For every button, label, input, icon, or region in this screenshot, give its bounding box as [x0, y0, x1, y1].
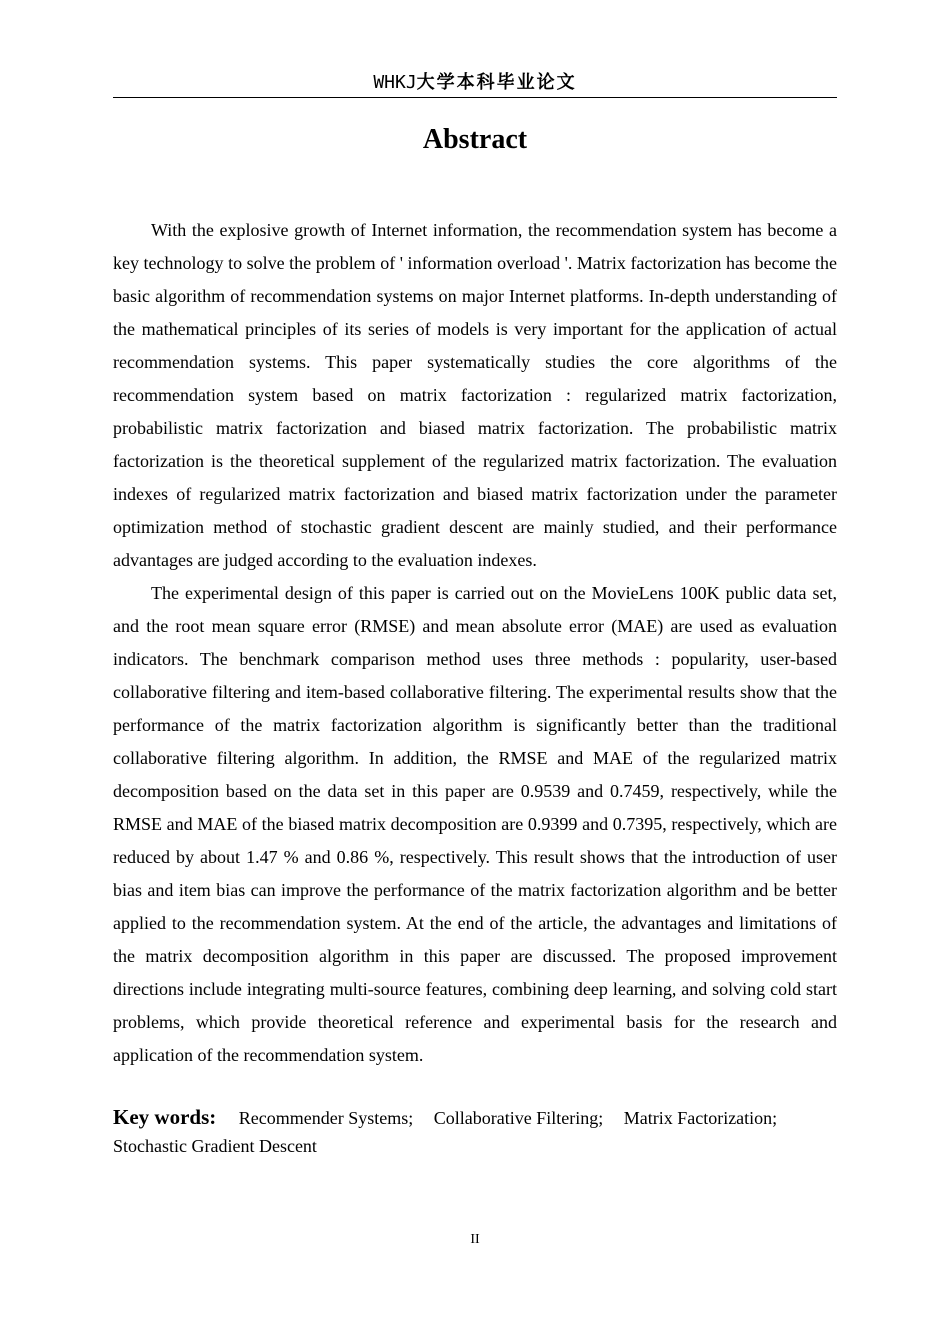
abstract-body — [113, 214, 837, 1072]
abstract-paragraph-1: With the explosive growth of Internet information, the recommendation system has become a key technology to solve the problem of ' information overload '. Matrix factorization has become the basic algorithm of recommendation systems on major Internet platforms. In-depth understanding of the mathematical principles of its series of models is very important for the application of actual recommendation systems. This paper systematically studies the core algorithms of the recommendation system based on matrix factorization : regularized matrix factorization, probabilistic matrix factorization and biased matrix factorization. The probabilistic matrix factorization is the theoretical supplement of the regularized matrix factorization. The evaluation indexes of regularized matrix factorization and biased matrix factorization under the parameter optimization method of stochastic gradient descent are mainly studied, and their performance advantages are judged according to the evaluation indexes. — [113, 220, 837, 570]
keywords-label: Key words: — [113, 1105, 217, 1129]
abstract-paragraph-2: The experimental design of this paper is carried out on the MovieLens 100K public data set, and the root mean square error (RMSE) and mean absolute error (MAE) are used as evaluation indicators. The benchmark comparison method uses three methods : popularity, user-based collaborative filtering and item-based collaborative filtering. The experimental results show that the performance of the matrix factorization algorithm is significantly better than the traditional collaborative filtering algorithm. In addition, the RMSE and MAE of the regularized matrix decomposition based on the data set in this paper are 0.9539 and 0.7459, respectively, while the RMSE and MAE of the biased matrix decomposition are 0.9399 and 0.7395, respectively, which are reduced by about 1.47 % and 0.86 %, respectively. This result shows that the introduction of user bias and item bias can improve the performance of the matrix factorization algorithm and be better applied to the recommendation system. At the end of the article, the advantages and limitations of the matrix decomposition algorithm in this paper are discussed. The proposed improvement directions include integrating multi-source features, combining deep learning, and solving cold start problems, which provide theoretical reference and experimental basis for the research and application of the recommendation system. — [113, 583, 837, 1065]
keyword-item: Recommender Systems; — [238, 1108, 414, 1128]
page-number: II — [470, 1232, 480, 1247]
header-thesis-title: 大学本科毕业论文 — [416, 72, 577, 93]
abstract-title: Abstract — [422, 124, 528, 155]
keyword-item: Collaborative Filtering; — [433, 1108, 604, 1128]
running-header — [113, 70, 837, 98]
keywords-section — [113, 1103, 837, 1160]
keyword-item: Matrix Factorization; — [623, 1108, 778, 1128]
header-brand: WHKJ — [373, 72, 417, 93]
keyword-item: Stochastic Gradient Descent — [113, 1136, 317, 1156]
